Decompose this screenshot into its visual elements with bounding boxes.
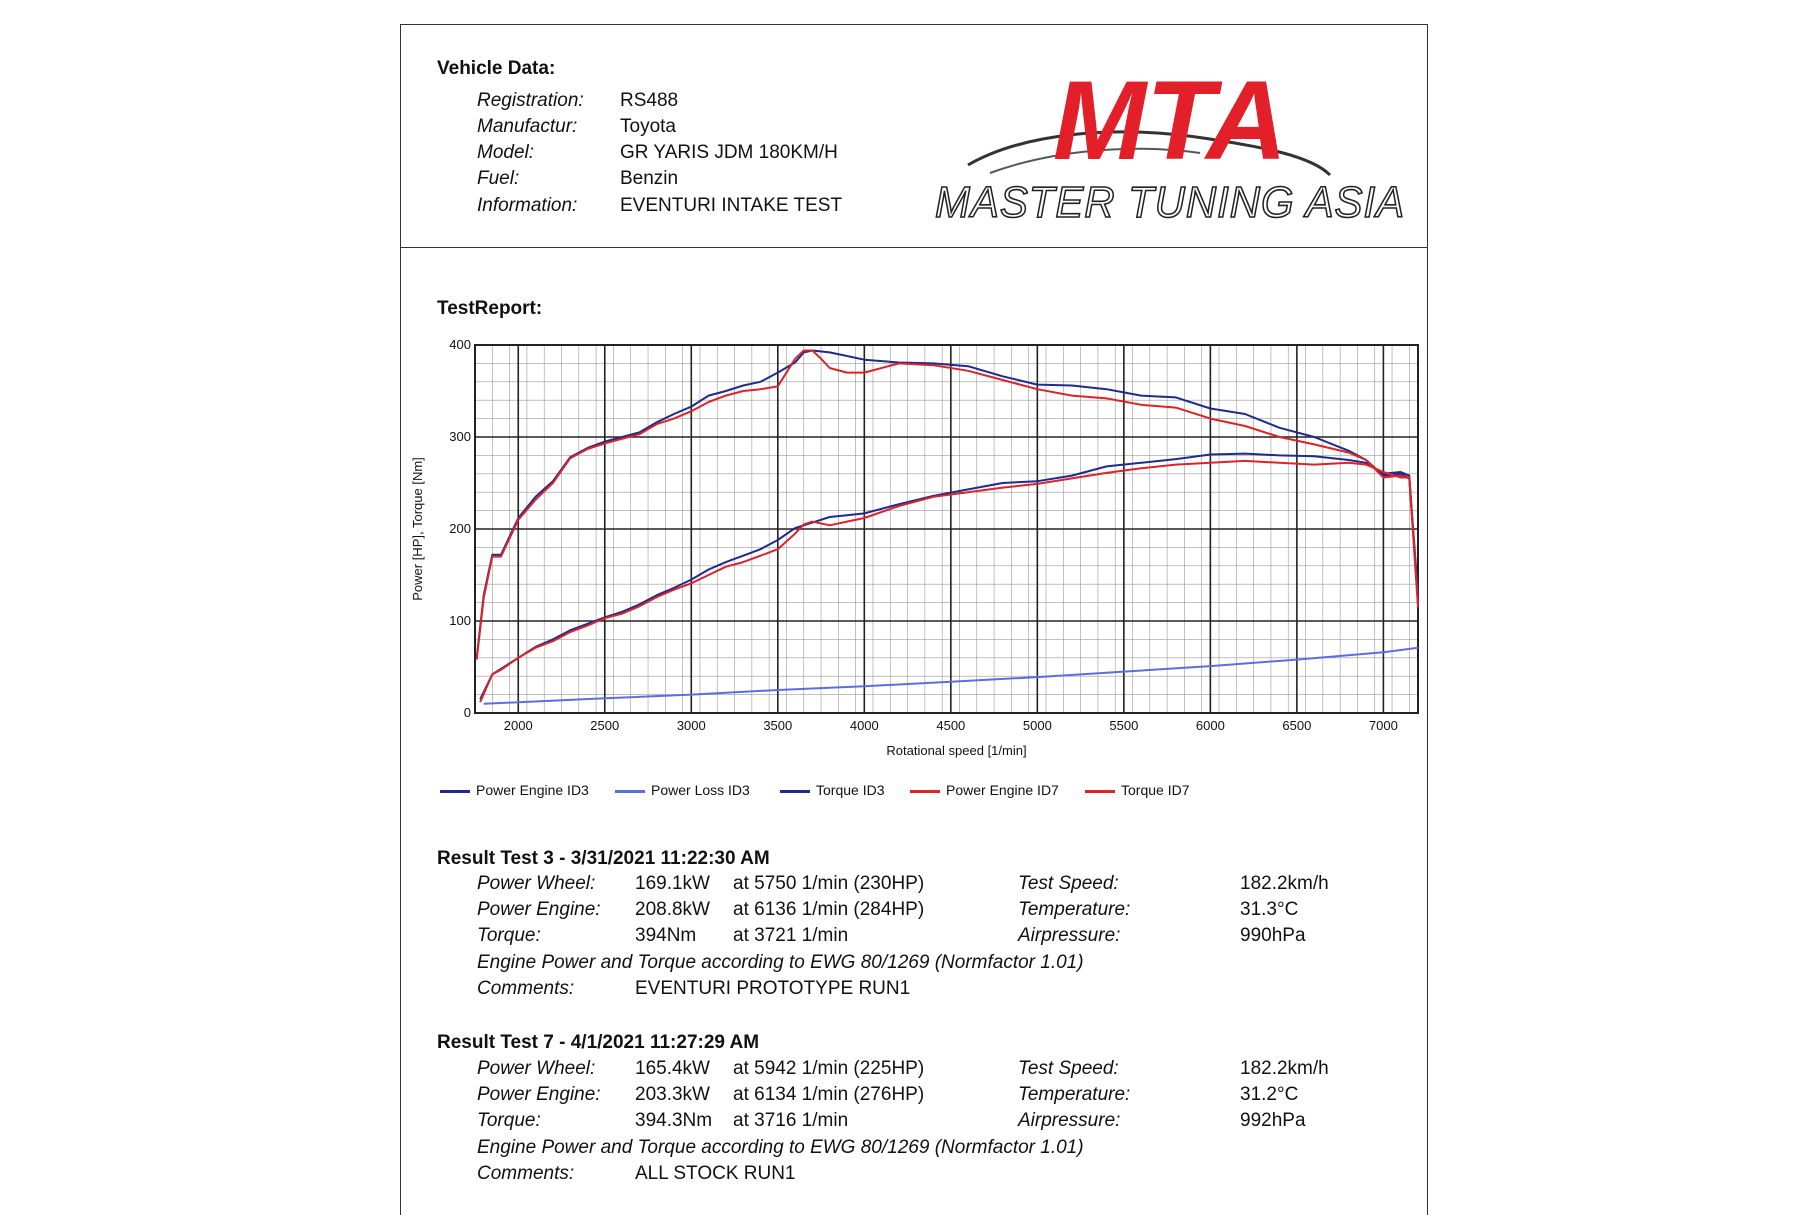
legend-item-power-engine-id3: Power Engine ID3 [440,782,589,798]
series-line-power-engine-id3 [480,454,1418,700]
dyno-chart [400,330,1426,760]
testreport-heading: TestReport: [437,298,543,319]
test7-at-torque: at 3716 1/min [733,1110,849,1131]
x-tick-label: 2000 [503,718,533,733]
y-tick-label: 200 [449,521,471,536]
test3-at-torque: at 3721 1/min [733,925,849,946]
vehicle-label-information: Information: [477,195,578,216]
x-tick-label: 5000 [1022,718,1052,733]
vehicle-label-manufacturer: Manufactur: [477,116,578,137]
test7-at-power-engine: at 6134 1/min (276HP) [733,1084,925,1105]
test7-label-comments: Comments: [477,1163,575,1184]
test7-heading: Result Test 7 - 4/1/2021 11:27:29 AM [437,1032,760,1053]
test7-value-test-speed: 182.2km/h [1240,1058,1329,1079]
x-tick-label: 3000 [676,718,706,733]
legend-swatch-icon [440,790,470,793]
test3-value-power-engine: 208.8kW [635,899,710,920]
legend-item-power-loss-id3: Power Loss ID3 [615,782,750,798]
test3-value-test-speed: 182.2km/h [1240,873,1329,894]
test7-label-torque: Torque: [477,1110,541,1131]
test7-value-power-wheel: 165.4kW [635,1058,710,1079]
test3-value-torque: 394Nm [635,925,697,946]
test3-label-power-wheel: Power Wheel: [477,873,596,894]
logo-mark: MTA [1052,58,1288,183]
test7-value-power-engine: 203.3kW [635,1084,710,1105]
y-tick-label: 300 [449,429,471,444]
legend-item-torque-id3: Torque ID3 [780,782,884,798]
test3-label-airpressure: Airpressure: [1018,925,1121,946]
vehicle-label-model: Model: [477,142,535,163]
logo-text: MASTER TUNING ASIA [935,178,1405,227]
y-axis-label: Power [HP], Torque [Nm] [410,457,425,601]
test7-label-power-engine: Power Engine: [477,1084,601,1105]
y-tick-label: 100 [449,613,471,628]
legend-item-torque-id7: Torque ID7 [1085,782,1189,798]
legend-item-power-engine-id7: Power Engine ID7 [910,782,1059,798]
x-axis-label: Rotational speed [1/min] [886,743,1027,758]
x-tick-label: 3500 [763,718,793,733]
test7-label-airpressure: Airpressure: [1018,1110,1121,1131]
vehicle-label-registration: Registration: [477,90,584,111]
test7-label-test-speed: Test Speed: [1018,1058,1119,1079]
x-tick-label: 4500 [936,718,966,733]
test3-value-comments: EVENTURI PROTOTYPE RUN1 [635,978,911,999]
x-tick-label: 5500 [1109,718,1139,733]
test7-value-temperature: 31.2°C [1240,1084,1299,1105]
test3-value-temperature: 31.3°C [1240,899,1299,920]
vehicle-value-manufacturer: Toyota [620,116,676,137]
test3-norm-note: Engine Power and Torque according to EWG 80/1269 (Normfactor 1.01) [477,952,1084,973]
test3-at-power-engine: at 6136 1/min (284HP) [733,899,925,920]
x-tick-label: 4000 [849,718,879,733]
x-tick-label: 7000 [1368,718,1398,733]
test3-at-power-wheel: at 5750 1/min (230HP) [733,873,925,894]
vehicle-value-model: GR YARIS JDM 180KM/H [620,142,838,163]
legend-swatch-icon [1085,790,1115,793]
series-line-torque-id3 [477,351,1418,658]
test7-label-power-wheel: Power Wheel: [477,1058,596,1079]
test3-label-test-speed: Test Speed: [1018,873,1119,894]
x-tick-label: 6000 [1195,718,1225,733]
test3-label-torque: Torque: [477,925,541,946]
test7-label-temperature: Temperature: [1018,1084,1131,1105]
test7-norm-note: Engine Power and Torque according to EWG 80/1269 (Normfactor 1.01) [477,1137,1084,1158]
test3-label-temperature: Temperature: [1018,899,1131,920]
vehicle-value-information: EVENTURI INTAKE TEST [620,195,843,216]
test7-value-torque: 394.3Nm [635,1110,713,1131]
x-tick-label: 6500 [1282,718,1312,733]
series-line-power-engine-id7 [480,461,1418,702]
vehicle-value-fuel: Benzin [620,168,679,189]
vehicle-label-fuel: Fuel: [477,168,520,189]
header-divider [400,247,1428,248]
vehicle-value-registration: RS488 [620,90,679,111]
test3-value-airpressure: 990hPa [1240,925,1306,946]
test7-value-airpressure: 992hPa [1240,1110,1306,1131]
test3-value-power-wheel: 169.1kW [635,873,710,894]
test3-label-power-engine: Power Engine: [477,899,601,920]
y-tick-label: 400 [449,337,471,352]
vehicle-heading: Vehicle Data: [437,58,556,79]
legend-swatch-icon [910,790,940,793]
legend-swatch-icon [780,790,810,793]
y-tick-label: 0 [463,705,471,720]
test3-heading: Result Test 3 - 3/31/2021 11:22:30 AM [437,848,770,869]
mta-logo [930,55,1410,235]
legend-swatch-icon [615,790,645,793]
x-tick-label: 2500 [590,718,620,733]
test3-label-comments: Comments: [477,978,575,999]
test7-value-comments: ALL STOCK RUN1 [635,1163,796,1184]
test7-at-power-wheel: at 5942 1/min (225HP) [733,1058,925,1079]
